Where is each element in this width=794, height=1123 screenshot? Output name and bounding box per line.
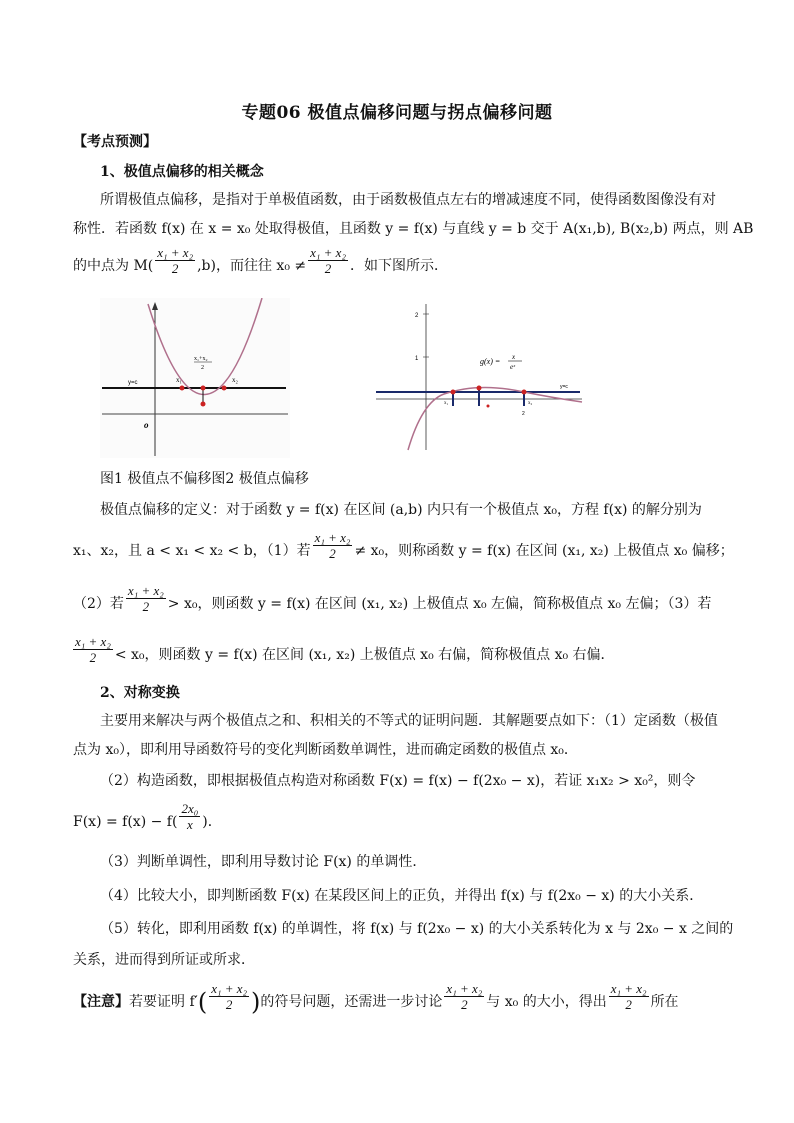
point-x1 [180,386,185,391]
fraction-numerator: x₁ + x₂ [314,529,351,545]
fraction-numerator: 2x₀ [181,800,199,816]
definition-line1: 极值点偏移的定义：对于函数 y = f(x) 在区间 (a,b) 内只有一个极值点 x₀，方程 f(x) 的解分别为 [100,502,702,518]
function-label-den: eˣ [510,363,516,371]
figure-2 [374,302,584,452]
section2-line7: （5）转化，即利用函数 f(x) 的单调性，将 f(x) 与 f(2x₀ − x) 的大小关系转化为 x 与 2x₀ − x 之间的 [100,921,734,937]
point-vertex [201,402,206,407]
text-fragment: （2）若 [73,596,124,612]
note-label: 【注意】 [73,994,129,1010]
fraction [444,981,484,1012]
definition-line4 [73,633,723,665]
paren-right: ) [251,988,261,1016]
page-title: 专题06 极值点偏移问题与拐点偏移问题 [241,103,553,123]
paragraph1-line1: 所谓极值点偏移，是指对于单极值函数，由于函数极值点左右的增减速度不同，使得函数图像没有对 [100,192,716,208]
section1-heading: 1、极值点偏移的相关概念 [100,164,264,180]
point-x1 [451,390,456,395]
figure-caption: 图1 极值点不偏移图2 极值点偏移 [100,471,309,487]
label-x2: x₂ [528,401,533,406]
text-fragment: 与 x₀ 的大小，得出 [486,994,607,1010]
tick-label-x2: 2 [522,411,525,417]
point-extremum [477,386,482,391]
section2-line1: 主要用来解决与两个极值点之和、积相关的不等式的证明问题．其解题要点如下：（1）定函数（极值 [100,713,718,729]
fraction-denominator: 2 [329,545,336,561]
text-fragment: 的符号问题，还需进一步讨论 [260,994,443,1010]
fraction [308,245,348,276]
fraction-denominator: 2 [171,260,179,276]
figure-1 [100,298,290,458]
fraction-numerator: x₁ + x₂ [127,582,164,598]
fraction [313,530,353,561]
fraction [609,981,649,1012]
section-header: 【考点预测】 [73,134,157,150]
text-fragment: 若要证明 f′ [129,994,198,1010]
section2-line3: （2）构造函数，即根据极值点构造对称函数 F(x) = f(x) − f(2x₀ − x)，若证 x₁x₂ > x₀²，则令 [100,773,696,789]
fraction [155,245,195,276]
note-line [73,980,723,1016]
text-fragment: )． [202,814,222,830]
label-x1: x₁ [176,376,182,384]
text-fragment: ．如下图所示． [349,258,448,274]
fraction-numerator: x₁ + x₂ [610,980,647,996]
function-label: g(x) = [480,357,501,366]
function-curve [408,387,582,450]
figure-1-background [100,298,290,458]
point-midpoint [487,405,490,408]
label-y-c: y=c [128,380,138,386]
section2-line4 [73,800,723,832]
definition-line2 [73,529,734,561]
label-midpoint-den: 2 [201,365,204,371]
fraction-numerator: x₁ + x₂ [75,633,111,649]
fraction-denominator: 2 [142,598,150,614]
fraction [126,583,166,614]
definition-line3 [73,582,723,614]
point-x2 [222,386,227,391]
fraction-denominator: 2 [625,996,632,1012]
section2-heading: 2、对称变换 [100,685,180,701]
label-x1: x₁ [444,401,449,406]
fraction-numerator: x₁ + x₂ [211,980,248,996]
tick-label-y2: 2 [415,313,419,319]
fraction-numerator: x₁ + x₂ [446,980,483,996]
text-fragment: ≠ x₀，则称函数 y = f(x) 在区间 (x₁, x₂) 上极值点 x₀ 偏移； [354,543,734,559]
text-fragment: > x₀，则函数 y = f(x) 在区间 (x₁, x₂) 上极值点 x₀ 左偏，简称极值点 x₀ 左偏；（3）若 [167,596,712,612]
text-fragment: 所在 [650,994,679,1010]
point-midpoint [201,386,206,391]
section2-line5: （3）判断单调性，即利用导数讨论 F(x) 的单调性． [100,854,427,870]
section2-line2: 点为 x₀），即利用导函数符号的变化判断函数单调性，进而确定函数的极值点 x₀． [73,742,578,758]
label-midpoint-num: x₁+x₂ [194,356,208,362]
label-x2: x₂ [232,376,238,384]
text-fragment: 的中点为 M( [73,258,154,274]
fraction-numerator: x₁ + x₂ [157,244,194,260]
fraction-numerator: x₁ + x₂ [310,244,346,260]
text-fragment: ,b)，而往往 x₀ ≠ [197,258,307,274]
fraction-denominator: 2 [225,996,233,1012]
fraction-denominator: 2 [324,260,332,276]
fraction-denominator: 2 [89,649,97,665]
fraction-denominator: x [186,816,193,832]
text-fragment: < x₀，则函数 y = f(x) 在区间 (x₁, x₂) 上极值点 x₀ 右偏，简称极值点 x₀ 右偏． [114,647,615,663]
label-origin: o [144,420,149,430]
text-fragment: F(x) = f(x) − f( [73,814,178,830]
paragraph1-line2: 称性．若函数 f(x) 在 x = x₀ 处取得极值，且函数 y = f(x) 与直线 y = b 交于 A(x₁,b), B(x₂,b) 两点，则 AB [73,221,754,237]
fraction [209,981,249,1012]
text-fragment: x₁、x₂，且 a < x₁ < x₂ < b，（1）若 [73,543,311,559]
fraction [179,801,200,832]
tick-label-y1: 1 [415,356,419,362]
section2-line6: （4）比较大小，即判断函数 F(x) 在某段区间上的正负，并得出 f(x) 与 f(2x₀ − x) 的大小关系． [100,888,704,904]
point-x2 [522,390,527,395]
label-y-c: y=c [560,384,568,390]
fraction-denominator: 2 [461,996,468,1012]
fraction [73,634,113,665]
section2-line8: 关系，进而得到所证或所求． [73,952,255,968]
paragraph1-line3 [73,244,723,276]
function-label-num: x [512,353,516,361]
paren-left: ( [197,988,208,1016]
